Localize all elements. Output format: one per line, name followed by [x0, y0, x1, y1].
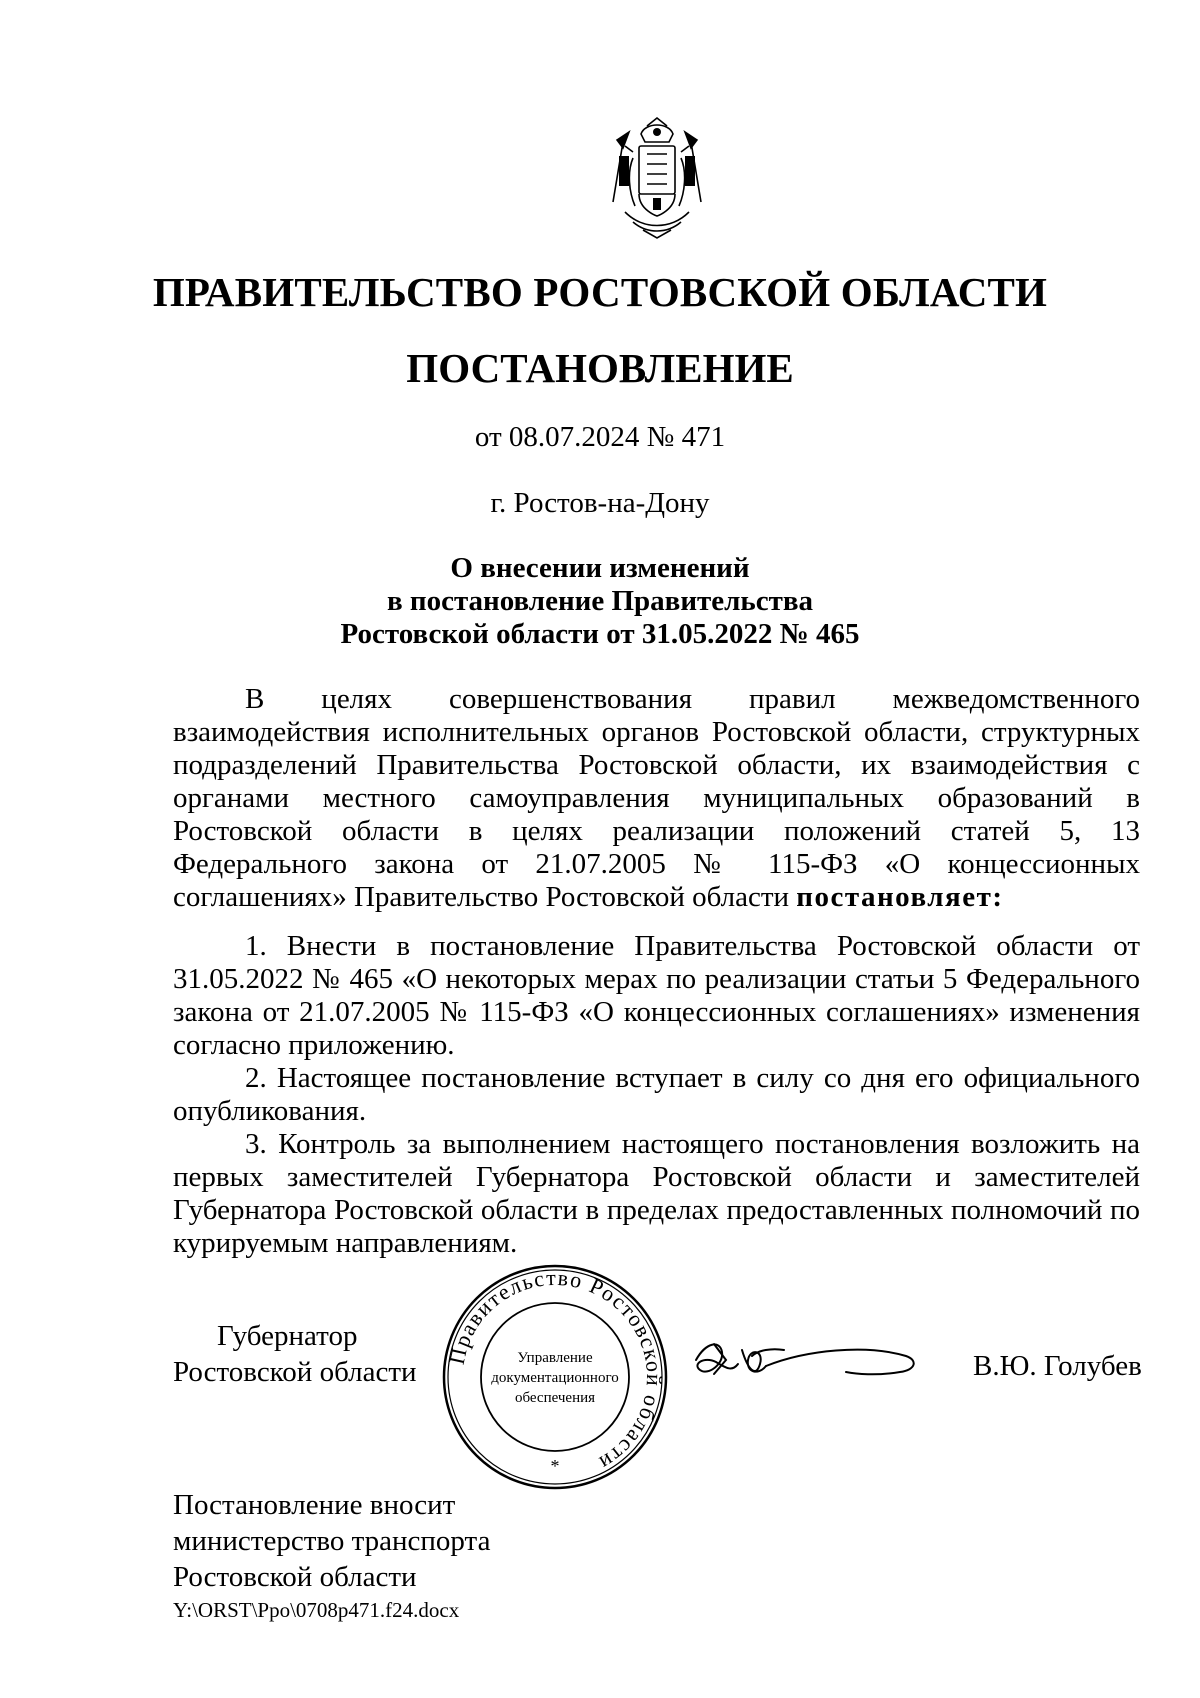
signer-position-line: Губернатор	[217, 1320, 358, 1352]
introduced-by-line: министерство транспорта	[173, 1525, 491, 1557]
document-type: ПОСТАНОВЛЕНИЕ	[406, 345, 794, 391]
subject-line: Ростовской области от 31.05.2022 № 465	[340, 618, 860, 650]
subject-line: О внесении изменений	[450, 552, 750, 584]
official-seal	[440, 1262, 670, 1492]
seal-inner-text: документационного	[491, 1370, 619, 1386]
handwritten-signature	[686, 1320, 926, 1400]
document-subject	[0, 552, 1200, 651]
file-path: Y:\ORST\Ppo\0708p471.f24.docx	[173, 1598, 460, 1622]
document-body	[173, 683, 1140, 1260]
introduced-by-note	[173, 1487, 490, 1595]
signer-name: В.Ю. Голубев	[973, 1350, 1142, 1382]
introduced-by-line: Постановление вносит	[173, 1489, 456, 1521]
item-paragraph: 2. Настоящее постановление вступает в силу со дня его официального опубликования.	[173, 1062, 1140, 1127]
seal-inner-text: Управление	[517, 1350, 593, 1366]
document-date-number: от 08.07.2024 № 471	[474, 421, 726, 453]
seal-ring-text: Правительство Ростовской области	[443, 1264, 668, 1477]
signer-position-line: Ростовской области	[173, 1356, 417, 1388]
decree-word: постановляет:	[796, 881, 1004, 913]
item-paragraph: 1. Внести в постановление Правительства Ростовской области от 31.05.2022 № 465 «О некоторых мерах по реализации статьи 5 Федерального закона от 21.07.2005 № 115-ФЗ «О концессионных соглашениях» изменения согласно приложению.	[173, 930, 1140, 1061]
introduced-by-line: Ростовской области	[173, 1561, 417, 1593]
seal-inner-text: обеспечения	[514, 1390, 596, 1406]
item-paragraph: 3. Контроль за выполнением настоящего постановления возложить на первых заместителей Губернатора Ростовской области и заместителей Губернатора Ростовской области в пределах предоставленных полномочий по курируемым направлениям.	[173, 1128, 1140, 1259]
preamble-text: В целях совершенствования правил межведомственного взаимодействия исполнительных органов Ростовской области, структурных подразделений Правительства Ростовской области, их взаимодействия с органами местного самоуправления муниципальных образований в Ростовской области в целях реализации положений статей 5, 13 Федерального закона от 21.07.2005 № 115-ФЗ «О концессионных соглашениях» Правительство Ростовской области	[173, 683, 1140, 913]
document-city: г. Ростов-на-Дону	[490, 487, 710, 519]
coat-of-arms-icon	[603, 112, 711, 242]
seal-star: *	[550, 1456, 560, 1476]
organization-title: ПРАВИТЕЛЬСТВО РОСТОВСКОЙ ОБЛАСТИ	[152, 269, 1048, 315]
signer-position	[173, 1318, 417, 1390]
preamble-paragraph	[173, 683, 1140, 914]
subject-line: в постановление Правительства	[386, 585, 814, 617]
